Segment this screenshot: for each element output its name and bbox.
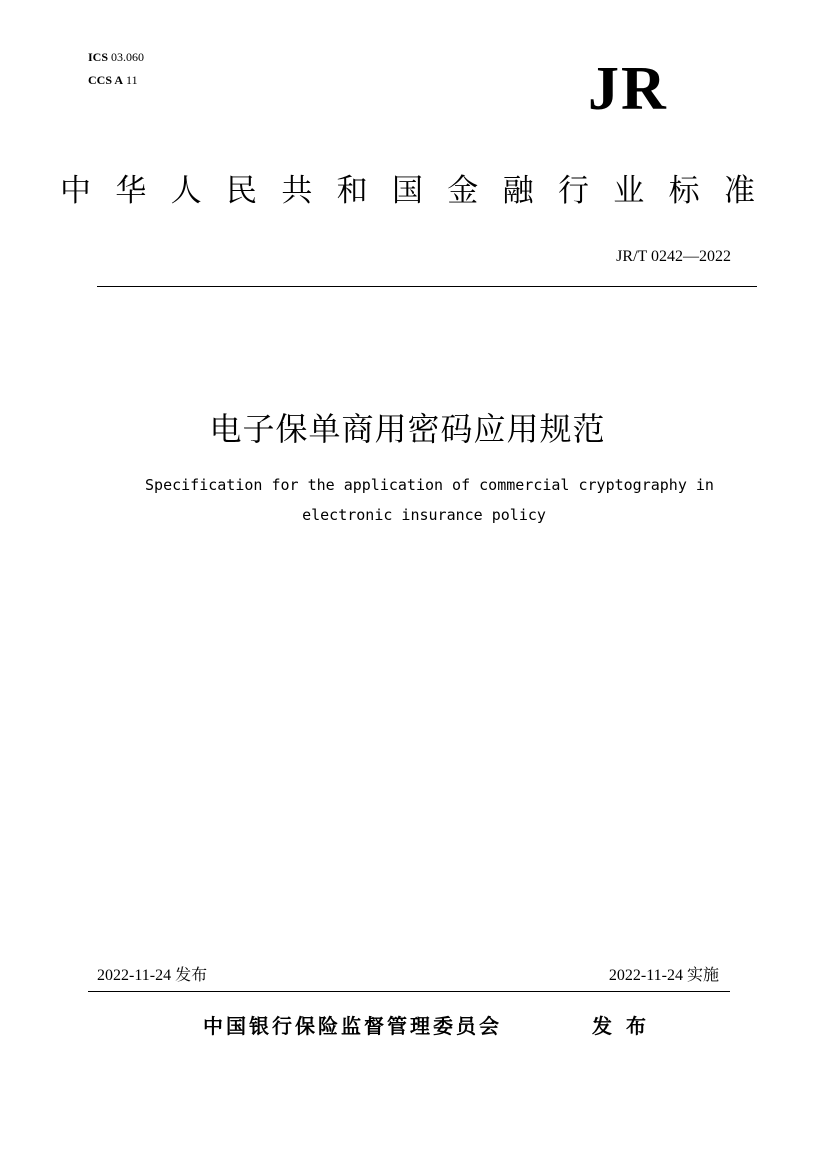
ics-value: 03.060	[111, 50, 145, 64]
standard-name-char: 准	[723, 173, 755, 209]
document-title-english-line-2: electronic insurance policy	[302, 506, 546, 524]
ccs-label: CCS A	[88, 73, 124, 87]
standard-name-char: 华	[115, 173, 147, 209]
standard-name-char: 行	[557, 173, 589, 209]
issue-date: 2022-11-24 发布	[97, 967, 208, 984]
document-title-english-line-1: Specification for the application of commercial cryptography in	[145, 476, 714, 494]
standard-name-char: 融	[502, 173, 534, 209]
ccs-value: 11	[126, 73, 138, 87]
ics-label: ICS	[88, 50, 109, 64]
standard-name-char: 民	[225, 173, 257, 209]
jr-logo: JR	[588, 55, 668, 123]
document-title-chinese: 电子保单商用密码应用规范	[209, 410, 606, 448]
footer-divider	[88, 991, 730, 992]
standard-name-char: 业	[613, 173, 645, 209]
standard-name-char: 和	[336, 173, 368, 209]
standard-name-char: 中	[60, 173, 91, 209]
standard-code: JR/T 0242—2022	[616, 248, 731, 265]
standard-name-char: 人	[170, 173, 202, 209]
ccs-number	[88, 73, 138, 88]
standard-name-char: 国	[391, 173, 423, 209]
ics-number	[88, 50, 144, 65]
standard-name-char: 标	[668, 173, 700, 209]
standard-category-name	[60, 173, 755, 210]
publisher-name: 中国银行保险监督管理委员会	[203, 1014, 502, 1038]
publish-label: 发布	[592, 1014, 660, 1038]
standard-name-char: 共	[281, 173, 313, 209]
header-divider	[97, 286, 757, 287]
implementation-date: 2022-11-24 实施	[608, 967, 719, 984]
standard-name-char: 金	[447, 173, 479, 209]
